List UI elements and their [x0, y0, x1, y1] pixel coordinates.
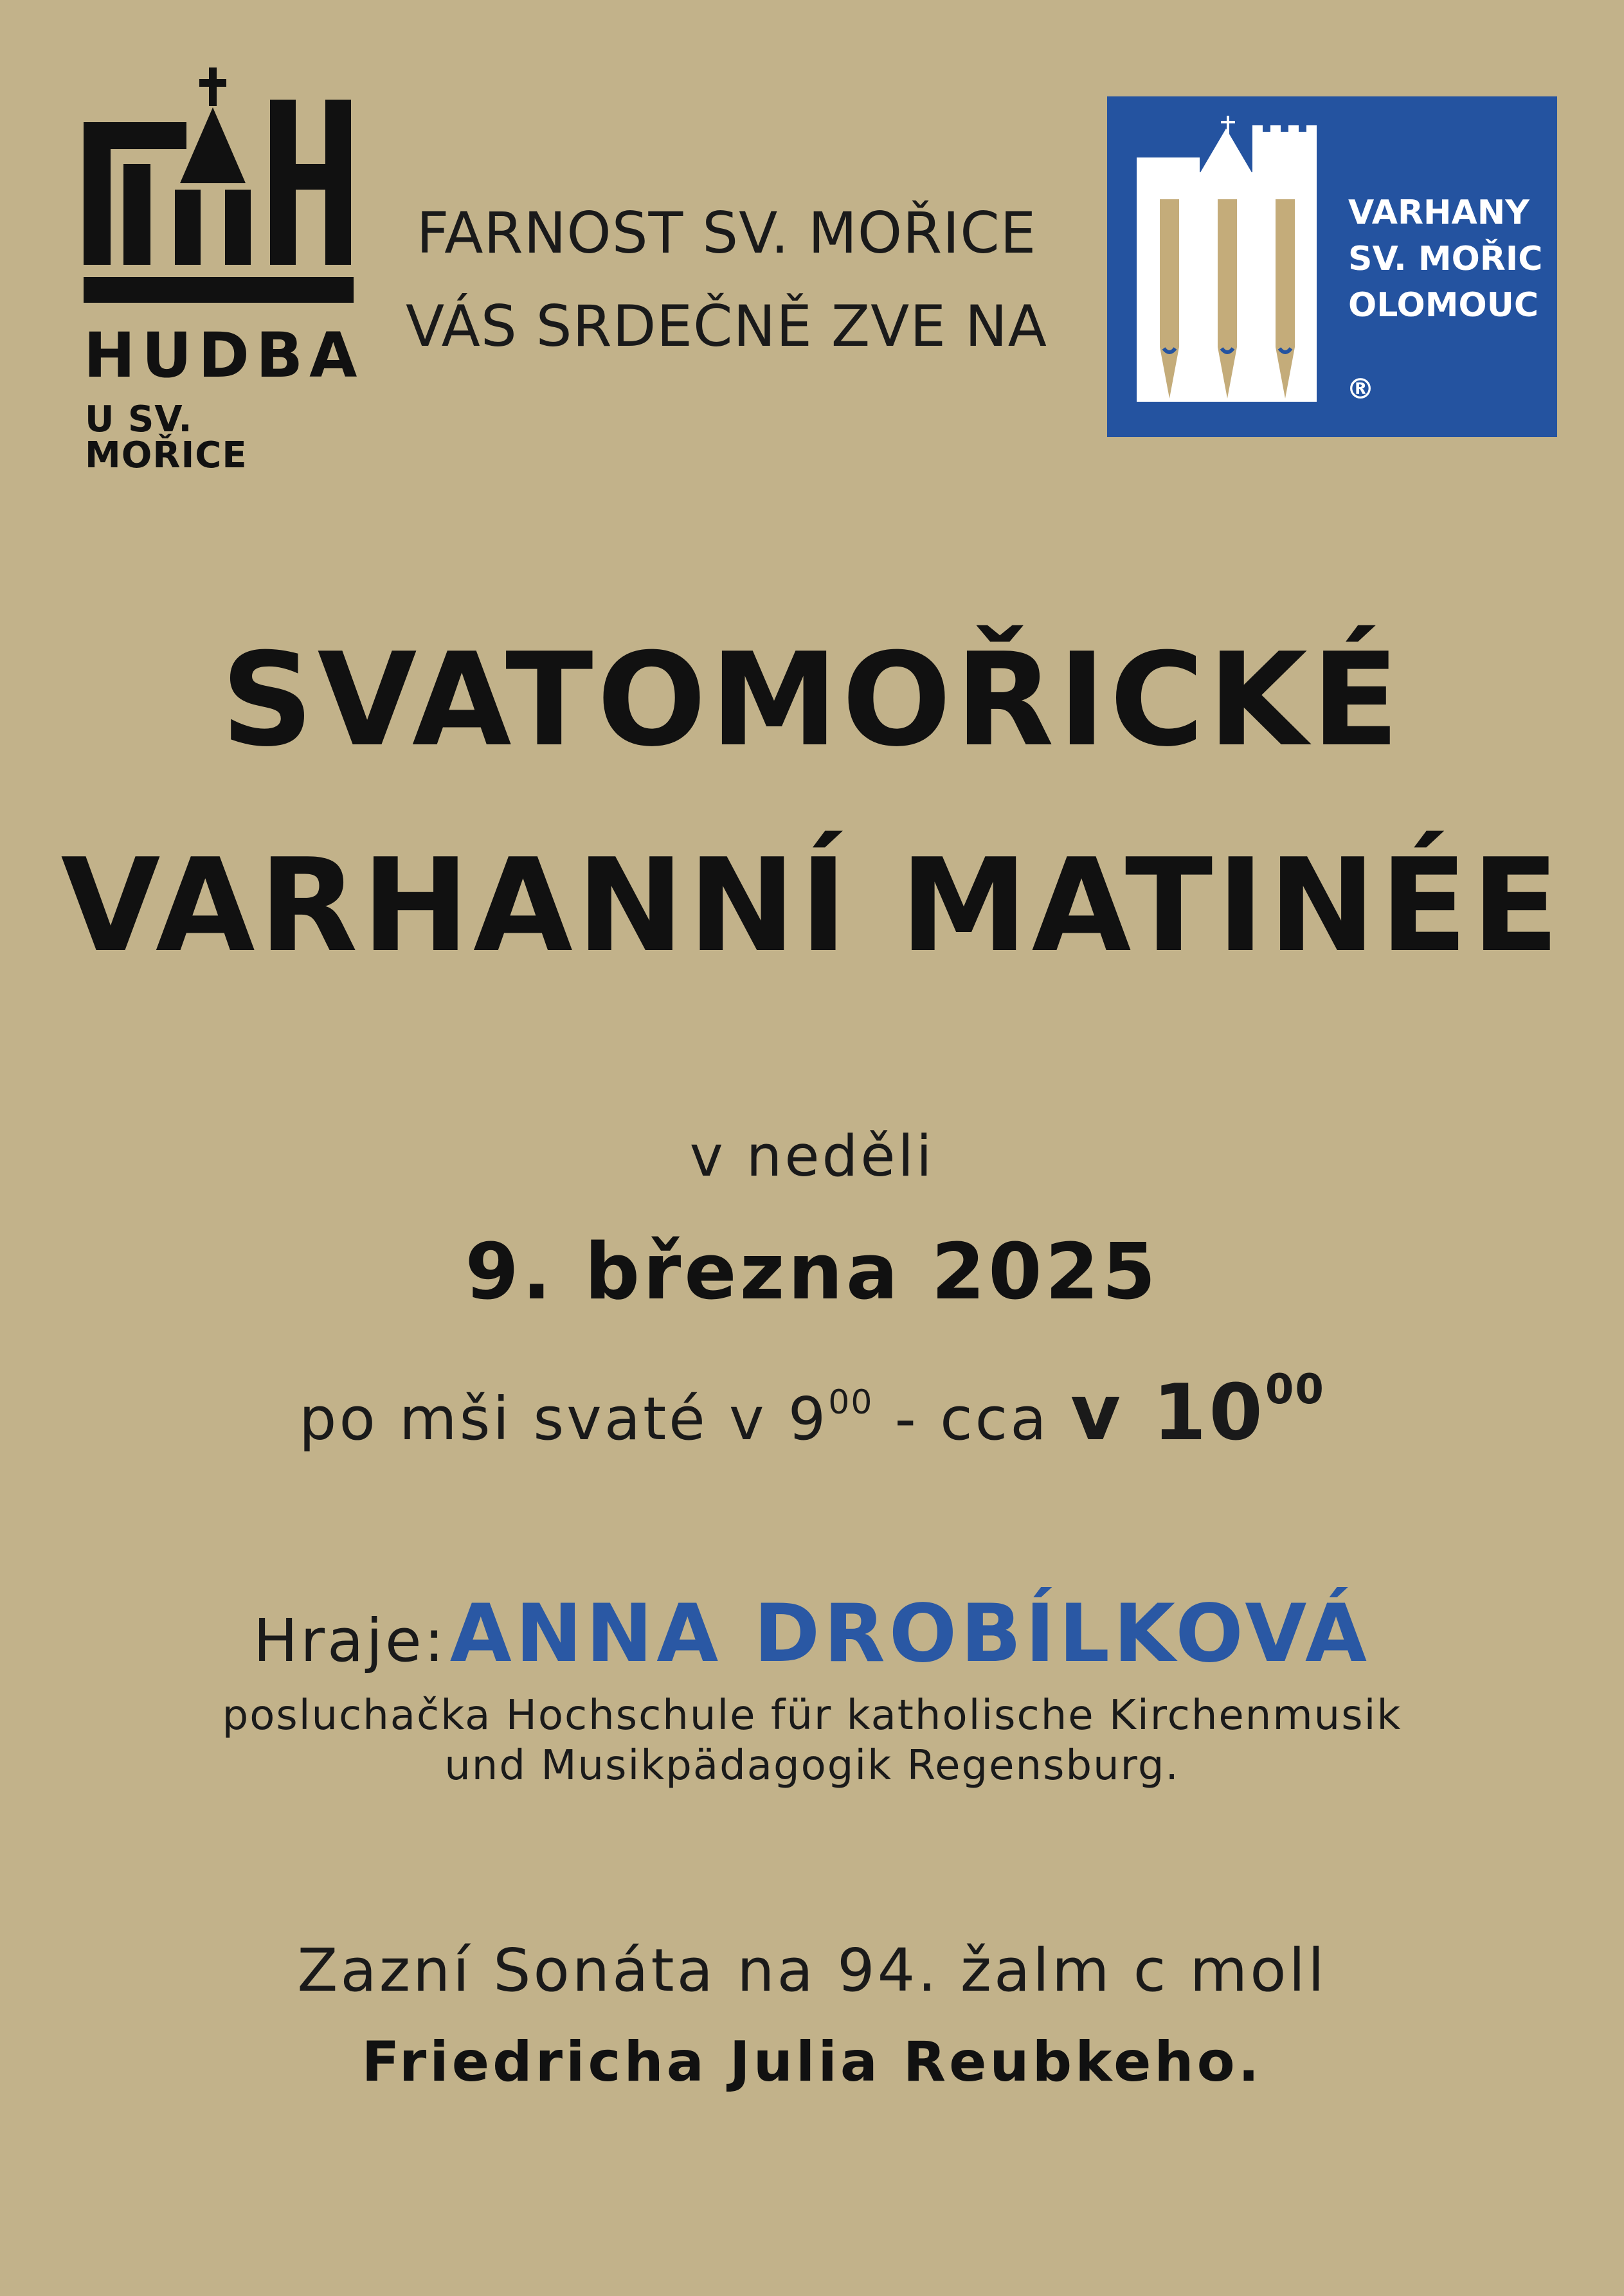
program-composer: Friedricha Julia Reubkeho. [361, 2030, 1263, 2094]
event-time [0, 1366, 1624, 1458]
event-date: 9. března 2025 [465, 1228, 1159, 1317]
event-day: v neděli [689, 1123, 935, 1189]
logo-right-line-2: SV. MOŘIC [1348, 240, 1543, 278]
varhany-logo [1107, 96, 1557, 437]
mass-minutes: 00 [828, 1383, 874, 1422]
performer [0, 1588, 1624, 1680]
title-line-1: SVATOMOŘICKÉ [221, 625, 1403, 775]
performer-name: ANNA DROBÍLKOVÁ [449, 1588, 1371, 1680]
logo-right-line-3: OLOMOUC [1348, 286, 1539, 325]
title-line-2: VARHANNÍ MATINÉE [60, 831, 1564, 981]
start-minutes: 00 [1265, 1366, 1325, 1413]
hudba-logo [84, 67, 364, 476]
affiliation-line-1: posluchačka Hochschule für katholische Kirchenmusik [222, 1692, 1402, 1739]
start-hour: v 10 [1070, 1368, 1265, 1458]
logo-right-line-1: VARHANY [1348, 193, 1529, 232]
performer-label: Hraje: [253, 1606, 447, 1675]
invitation-line-2: VÁS SRDEČNĚ ZVE NA [406, 293, 1047, 359]
invitation-text [386, 186, 1067, 373]
performer-affiliation [0, 1691, 1624, 1791]
start-time [1070, 1368, 1325, 1458]
church-silhouette-icon [84, 67, 354, 312]
logo-left-title: HUDBA [84, 319, 364, 391]
logo-left-subtitle: U SV. MOŘICE [85, 399, 248, 476]
time-prefix: po mši svaté v 9 [299, 1385, 829, 1453]
invitation-line-1: FARNOST SV. MOŘICE [416, 200, 1037, 266]
program-piece: Zazní Sonáta na 94. žalm c moll [297, 1936, 1327, 2005]
time-middle: - cca [873, 1385, 1070, 1453]
affiliation-line-2: und Musikpädagogik Regensburg. [444, 1742, 1180, 1789]
registered-mark: ® [1346, 373, 1375, 406]
organ-church-icon [1107, 96, 1339, 437]
